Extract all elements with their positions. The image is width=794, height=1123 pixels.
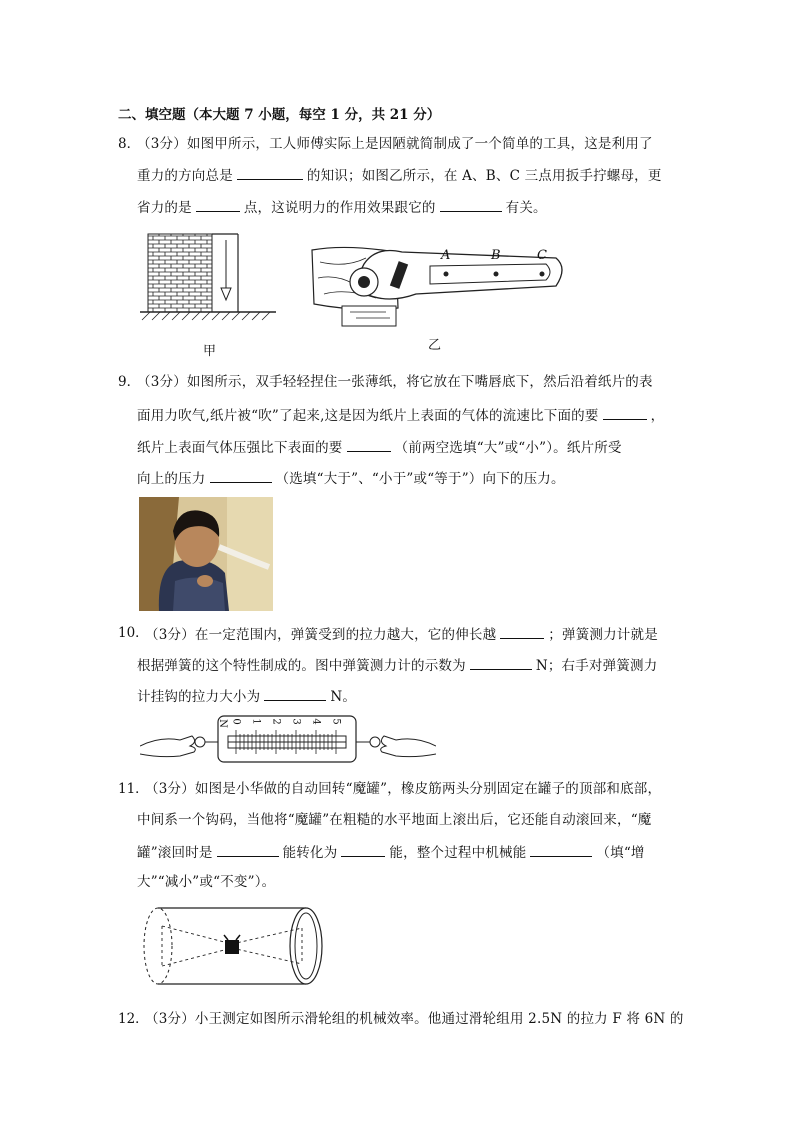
scale-tick-1: 1 bbox=[250, 718, 262, 725]
answer-blank[interactable] bbox=[196, 197, 240, 212]
label-b: B bbox=[491, 248, 501, 263]
q8-text: 的知识；如图乙所示，在 A、B、C 三点用扳手拧螺母，更 bbox=[306, 168, 662, 184]
q11-text: 罐”滚回时是 bbox=[137, 845, 213, 861]
q11-text: 能转化为 bbox=[282, 845, 338, 861]
answer-blank[interactable] bbox=[237, 165, 303, 180]
scale-tick-3: 3 bbox=[290, 718, 302, 725]
section-title: 二、填空题（本大题 7 小题，每空 1 分，共 21 分） bbox=[118, 107, 441, 123]
figure-magic-can bbox=[140, 904, 326, 990]
question-12-number: 12． bbox=[118, 1011, 149, 1027]
q10-text: ；弹簧测力计就是 bbox=[548, 627, 658, 643]
q10-text: N。 bbox=[330, 689, 357, 705]
figure-wrench bbox=[306, 238, 570, 336]
question-8-line-2 bbox=[137, 165, 662, 185]
question-11-line-4: 大”“减小”或“不变”）。 bbox=[137, 874, 276, 890]
question-10-line-1 bbox=[145, 624, 658, 644]
question-11-line-3 bbox=[137, 842, 645, 862]
q9-text: ， bbox=[650, 408, 665, 424]
scale-tick-2: 2 bbox=[270, 718, 282, 725]
point-a-marker bbox=[444, 272, 449, 277]
question-12-line-1: （3分）小王测定如图所示滑轮组的机械效率。他通过滑轮组用 2.5N 的拉力 F 将 6N 的 bbox=[145, 1011, 684, 1027]
answer-blank[interactable] bbox=[500, 624, 544, 639]
q10-text: N；右手对弹簧测力 bbox=[535, 658, 658, 674]
answer-blank[interactable] bbox=[264, 686, 326, 701]
question-11-line-2: 中间系一个钩码，当他将“魔罐”在粗糙的水平地面上滚出后，它还能自动滚回来，“魔 bbox=[137, 812, 652, 828]
figure-spring-scale bbox=[140, 712, 436, 766]
question-10-number: 10． bbox=[118, 625, 149, 641]
q10-text: 计挂钩的拉力大小为 bbox=[137, 689, 261, 705]
question-9-line-1: （3分）如图所示，双手轻轻捏住一张薄纸，将它放在下嘴唇底下，然后沿着纸片的表 bbox=[137, 374, 653, 390]
question-10-line-3 bbox=[137, 686, 356, 706]
answer-blank[interactable] bbox=[341, 842, 385, 857]
q9-text: （选填“大于”、“小于”或“等于”）向下的压力。 bbox=[275, 471, 565, 487]
scale-tick-5: 5 bbox=[330, 718, 342, 725]
answer-blank[interactable] bbox=[530, 842, 592, 857]
question-11-line-1: （3分）如图是小华做的自动回转“魔罐”，橡皮筋两头分别固定在罐子的顶部和底部， bbox=[145, 781, 662, 797]
scale-unit: N bbox=[216, 719, 228, 728]
question-8-line-1: （3分）如图甲所示，工人师傅实际上是因陋就简制成了一个简单的工具，这是利用了 bbox=[137, 136, 653, 152]
question-8-line-3 bbox=[137, 197, 547, 217]
question-11-number: 11． bbox=[118, 781, 149, 797]
q10-text: 根据弹簧的这个特性制成的。图中弹簧测力计的示数为 bbox=[137, 658, 466, 674]
scale-tick-4: 4 bbox=[310, 718, 322, 725]
scale-tick-0: 0 bbox=[230, 718, 242, 725]
q9-text: 纸片上表面气体压强比下表面的要 bbox=[137, 440, 343, 456]
point-c-marker bbox=[540, 272, 545, 277]
figure-plumb-wall bbox=[138, 228, 278, 328]
q11-text: （填“增 bbox=[596, 845, 645, 861]
hook-weight bbox=[225, 940, 239, 954]
point-b-marker bbox=[494, 272, 499, 277]
figure-label-yi: 乙 bbox=[428, 338, 442, 353]
question-9-line-4 bbox=[137, 468, 565, 488]
label-c: C bbox=[537, 248, 547, 263]
question-9-line-3 bbox=[137, 437, 622, 457]
q9-text: （前两空选填“大”或“小”）。纸片所受 bbox=[394, 440, 622, 456]
q8-text: 重力的方向总是 bbox=[137, 168, 233, 184]
label-a: A bbox=[441, 248, 451, 263]
q10-text: （3分）在一定范围内，弹簧受到的拉力越大，它的伸长越 bbox=[145, 627, 497, 643]
q11-text: 能，整个过程中机械能 bbox=[389, 845, 527, 861]
answer-blank[interactable] bbox=[217, 842, 279, 857]
q9-text: 向上的压力 bbox=[137, 471, 206, 487]
answer-blank[interactable] bbox=[440, 197, 502, 212]
answer-blank[interactable] bbox=[347, 437, 391, 452]
q8-text: 有关。 bbox=[505, 200, 547, 216]
q8-text: 省力的是 bbox=[137, 200, 192, 216]
photo-boy-blowing-paper bbox=[139, 497, 273, 611]
q8-text: 点，这说明力的作用效果跟它的 bbox=[243, 200, 436, 216]
question-9-line-2 bbox=[137, 405, 664, 425]
answer-blank[interactable] bbox=[470, 655, 532, 670]
question-8-number: 8． bbox=[118, 136, 141, 152]
question-9-number: 9． bbox=[118, 374, 141, 390]
answer-blank[interactable] bbox=[210, 468, 272, 483]
question-10-line-2 bbox=[137, 655, 657, 675]
figure-label-jia: 甲 bbox=[203, 344, 217, 359]
answer-blank[interactable] bbox=[603, 405, 647, 420]
q9-text: 面用力吹气,纸片被“吹”了起来,这是因为纸片上表面的气体的流速比下面的要 bbox=[137, 408, 599, 424]
